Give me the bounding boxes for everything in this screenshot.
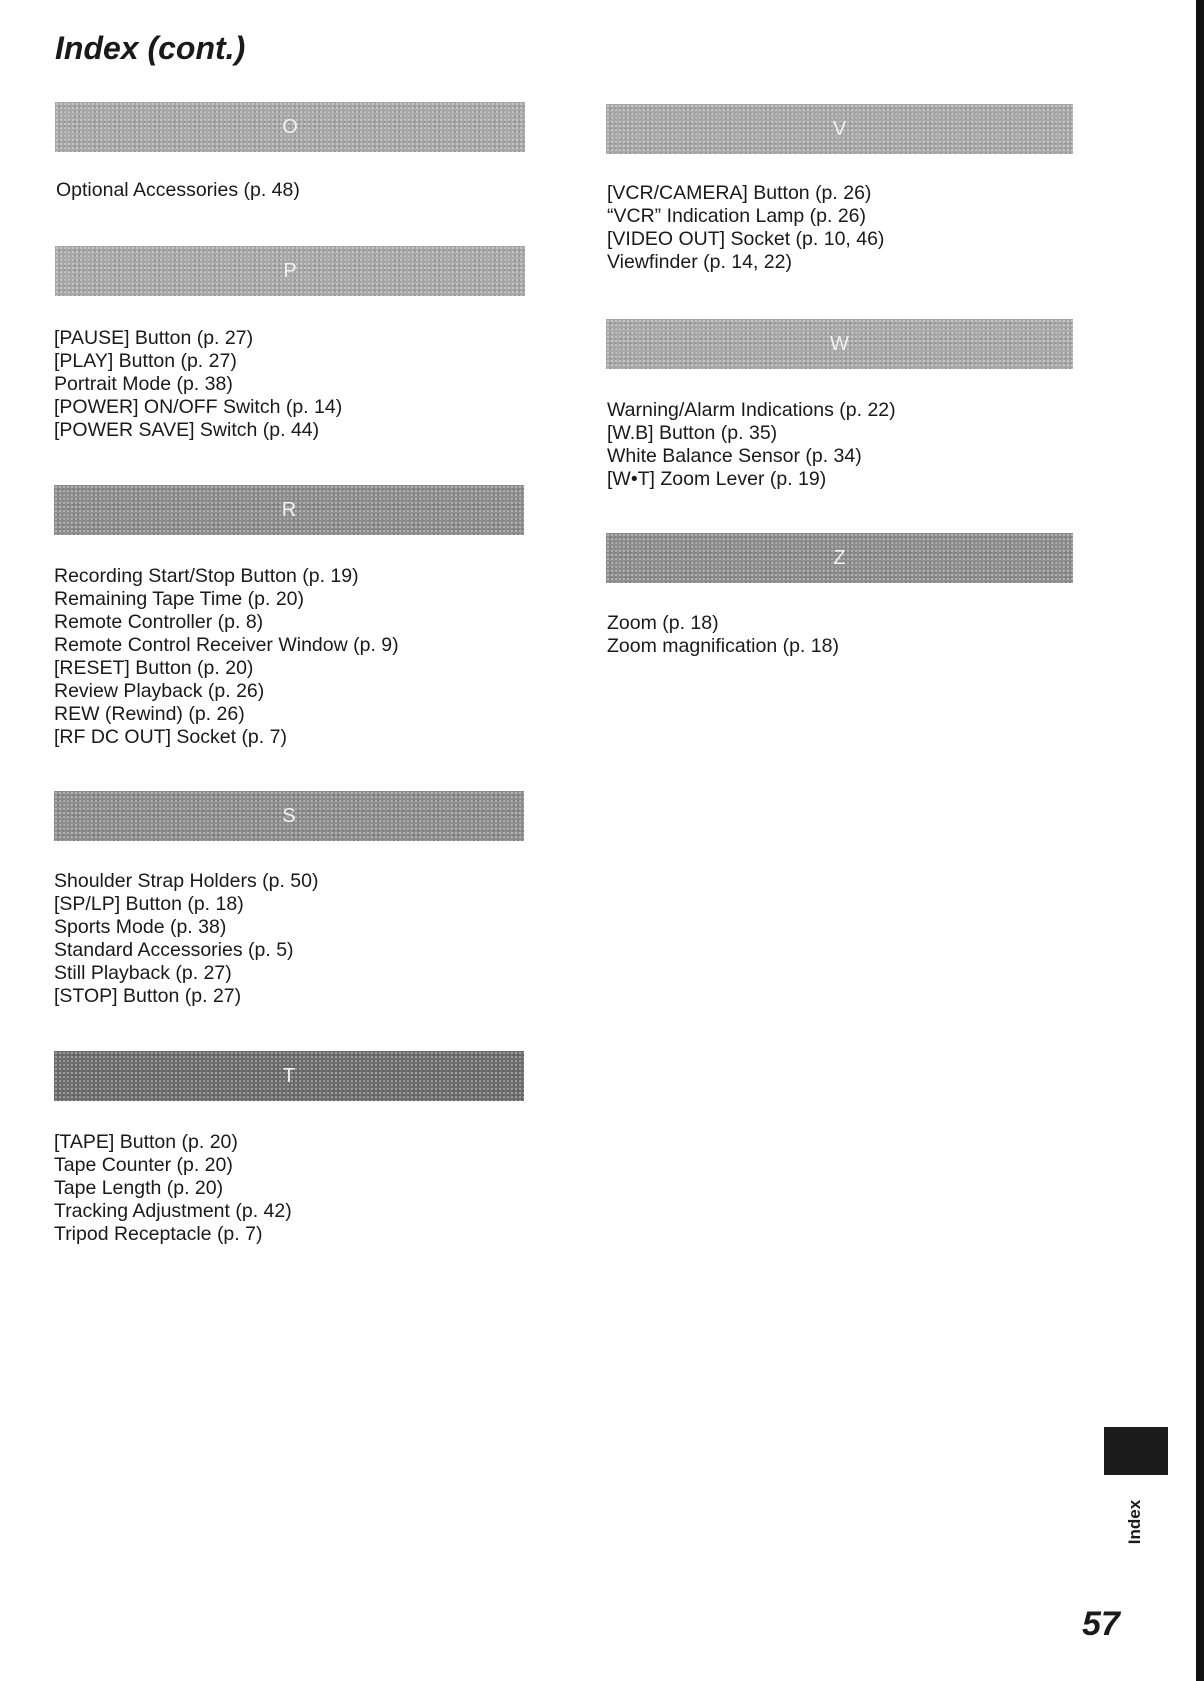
index-entry: [VCR/CAMERA] Button (p. 26) [607,182,872,204]
index-entry: Recording Start/Stop Button (p. 19) [54,565,359,587]
section-header-z [606,533,1073,583]
index-entry: Tripod Receptacle (p. 7) [54,1223,263,1245]
index-entry: “VCR” Indication Lamp (p. 26) [607,205,867,227]
index-entry: Viewfinder (p. 14, 22) [607,251,792,273]
index-entry: [W•T] Zoom Lever (p. 19) [607,468,827,490]
section-header-o [55,102,525,152]
section-letter: W [830,332,849,355]
index-entry: [PLAY] Button (p. 27) [54,350,237,372]
section-letter: S [282,804,296,827]
index-entry: Zoom magnification (p. 18) [607,635,839,657]
index-entry: Remote Controller (p. 8) [54,611,264,633]
section-list-o [56,179,300,202]
index-entry: Review Playback (p. 26) [54,680,265,702]
section-list-t [54,1131,292,1246]
index-tab-label: Index [1125,1499,1144,1545]
index-entry: Standard Accessories (p. 5) [54,939,294,961]
index-entry: [POWER] ON/OFF Switch (p. 14) [54,396,343,418]
section-list-s [54,870,318,1008]
index-tab-marker [1104,1427,1168,1475]
index-entry: [POWER SAVE] Switch (p. 44) [54,419,320,441]
section-list-v [607,182,884,274]
index-entry: [RESET] Button (p. 20) [54,657,254,679]
index-entry: Optional Accessories (p. 48) [56,179,300,201]
index-entry: Zoom (p. 18) [607,612,719,634]
page-title: Index (cont.) [55,30,246,66]
index-entry: Sports Mode (p. 38) [54,916,227,938]
section-letter: Z [833,546,846,569]
section-header-s [54,791,524,841]
index-entry: Tape Counter (p. 20) [54,1154,233,1176]
index-entry: Shoulder Strap Holders (p. 50) [54,870,319,892]
index-entry: [VIDEO OUT] Socket (p. 10, 46) [607,228,885,250]
section-list-w [607,399,896,491]
index-entry: [W.B] Button (p. 35) [607,422,778,444]
section-letter: O [282,115,298,138]
index-entry: [STOP] Button (p. 27) [54,985,242,1007]
page-number: 57 [1082,1605,1120,1643]
section-letter: V [832,117,847,140]
section-header-v [606,104,1073,154]
index-entry: [PAUSE] Button (p. 27) [54,327,254,349]
index-entry: [TAPE] Button (p. 20) [54,1131,238,1153]
index-entry: Remote Control Receiver Window (p. 9) [54,634,399,656]
section-letter: T [282,1064,296,1087]
index-entry: [RF DC OUT] Socket (p. 7) [54,726,287,748]
index-entry: Warning/Alarm Indications (p. 22) [607,399,896,421]
section-header-t [54,1051,524,1101]
index-entry: [SP/LP] Button (p. 18) [54,893,244,915]
section-list-p [54,327,342,442]
page-edge-bar [1196,0,1204,1681]
index-entry: Portrait Mode (p. 38) [54,373,233,395]
section-letter: R [281,498,297,521]
index-entry: Tracking Adjustment (p. 42) [54,1200,292,1222]
section-letter: P [283,259,297,282]
index-entry: Remaining Tape Time (p. 20) [54,588,305,610]
section-list-z [607,612,839,658]
index-entry: REW (Rewind) (p. 26) [54,703,245,725]
index-entry: Still Playback (p. 27) [54,962,232,984]
index-entry: Tape Length (p. 20) [54,1177,224,1199]
section-header-p [55,246,525,296]
section-list-r [54,565,399,749]
section-header-w [606,319,1073,369]
index-entry: White Balance Sensor (p. 34) [607,445,862,467]
section-header-r [54,485,524,535]
